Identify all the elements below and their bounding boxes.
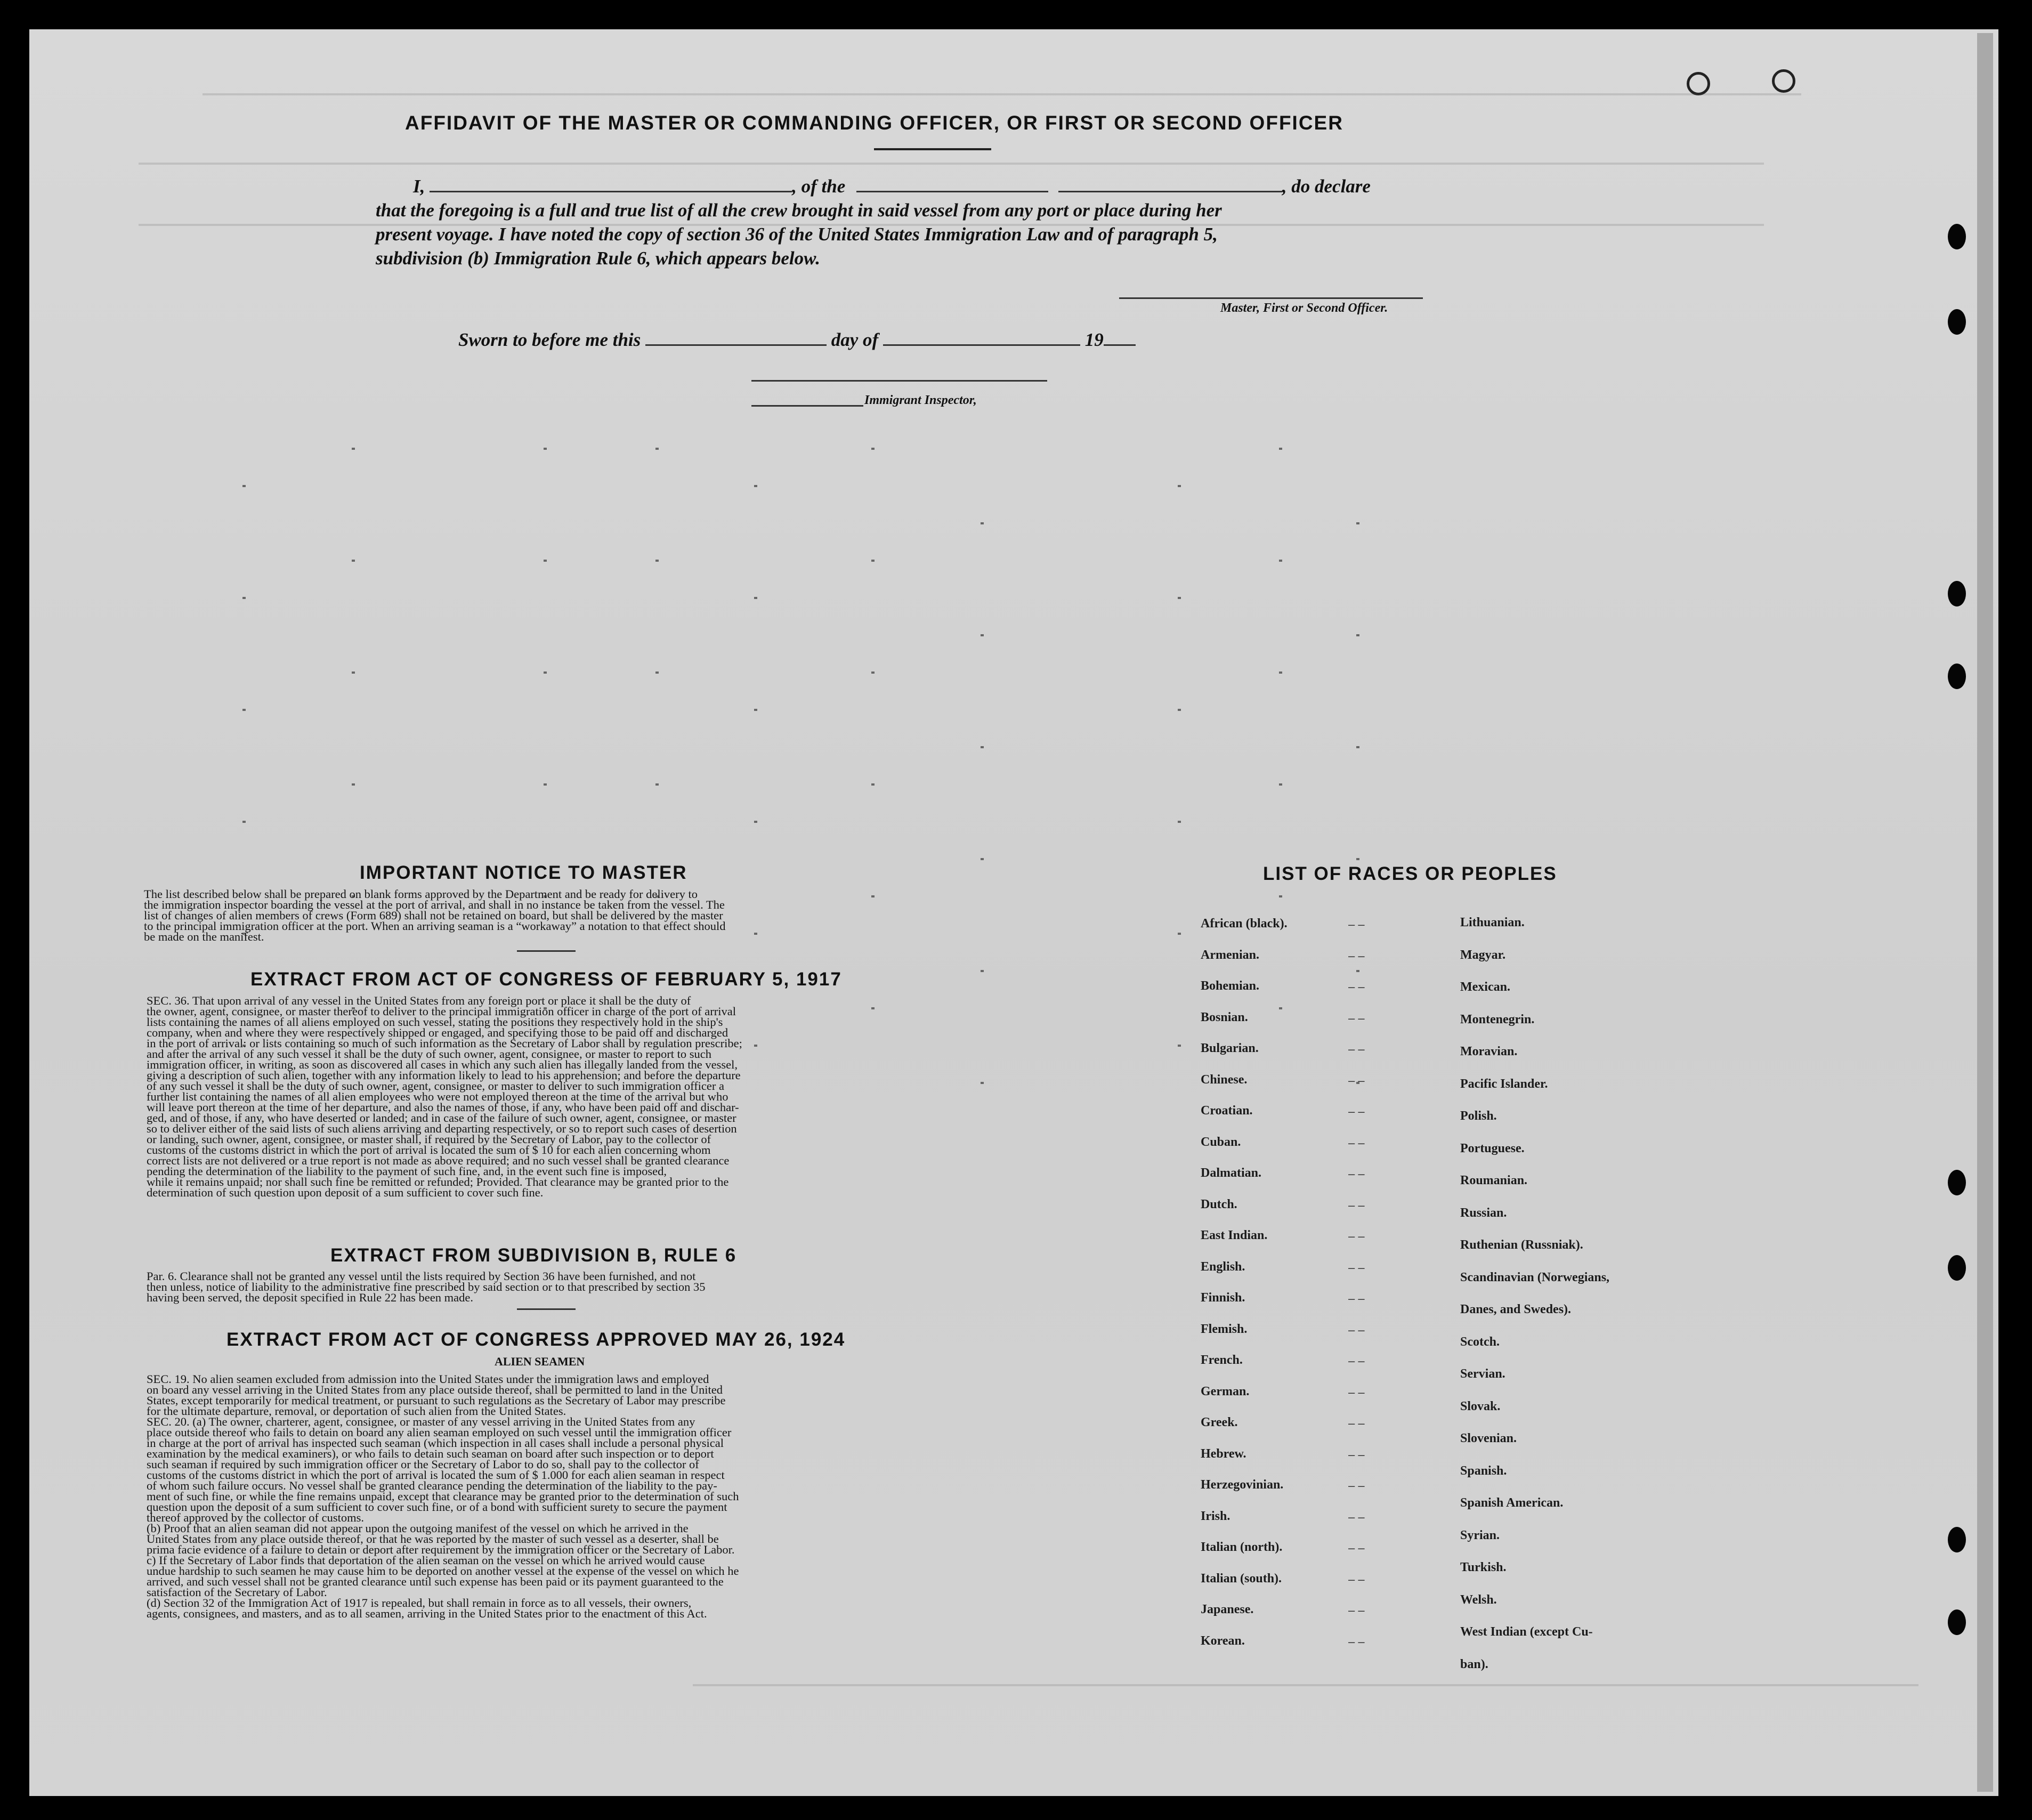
faint-dot [1356, 522, 1359, 524]
binder-hole [1948, 1609, 1966, 1635]
text-line: pending the determination of the liability to the payment of such fine, and, in the event such fine is imposed, [147, 1164, 667, 1178]
affidavit-title: AFFIDAVIT OF THE MASTER OR COMMANDING OFFICER, OR FIRST OR SECOND OFFICER [405, 112, 1343, 134]
faint-dot [655, 448, 659, 450]
race-item: Scandinavian (Norwegians, [1460, 1270, 1610, 1284]
faint-dot [544, 783, 547, 786]
faint-dot [1178, 933, 1181, 935]
sworn-year-blank[interactable] [1104, 329, 1136, 346]
text-line: in the port of arrival: or lists containing so much of such information as the Secretary of Labor shall by regulation prescribe; [147, 1037, 742, 1050]
faint-dot [1279, 560, 1282, 562]
leader-dash: – – [1348, 1229, 1365, 1243]
faint-dot [1356, 746, 1359, 748]
notice-title: IMPORTANT NOTICE TO MASTER [360, 862, 687, 883]
faint-dot [981, 970, 984, 972]
race-item: Lithuanian. [1460, 916, 1525, 929]
race-item: Cuban. [1201, 1135, 1241, 1149]
separator [517, 1308, 576, 1310]
faint-dot [242, 821, 246, 823]
faint-dot [981, 746, 984, 748]
text-line: giving a description of such alien, together with any information likely to lead to his apprehension; and before the departure [147, 1069, 741, 1082]
leader-dash: – – [1348, 1541, 1365, 1555]
faint-dot [1279, 672, 1282, 674]
race-item: Servian. [1460, 1367, 1505, 1381]
faint-dot [871, 783, 875, 786]
faint-dot [754, 709, 757, 711]
declaration-line-4: subdivision (b) Immigration Rule 6, which appears below. [376, 248, 820, 269]
text-line: arrived, and such vessel shall not be granted clearance until such expense has been paid or its payment guaranteed to the [147, 1575, 724, 1588]
binder-hole [1948, 1527, 1966, 1552]
faint-dot [1279, 448, 1282, 450]
race-item: Spanish American. [1460, 1496, 1564, 1510]
faint-dot [981, 634, 984, 636]
race-item: Dutch. [1201, 1197, 1237, 1211]
race-item: Pacific Islander. [1460, 1077, 1548, 1091]
act-1917-title: EXTRACT FROM ACT OF CONGRESS OF FEBRUARY 5, 1917 [250, 969, 842, 990]
binder-hole [1772, 69, 1795, 93]
text-line: c) If the Secretary of Labor finds that deportation of the alien seaman on the vessel on which he arrived would cause [147, 1554, 705, 1567]
race-item: English. [1201, 1259, 1245, 1274]
leader-dash: – – [1348, 1323, 1365, 1337]
declaration-i: I, [413, 176, 425, 197]
act-1924-subtitle: ALIEN SEAMEN [495, 1355, 585, 1368]
race-item: Portuguese. [1460, 1141, 1525, 1155]
race-item: French. [1201, 1353, 1243, 1367]
text-line: so to deliver either of the said lists of such aliens arriving and departing respectively, or so to report such cases of desertion [147, 1122, 737, 1135]
race-item: Finnish. [1201, 1291, 1245, 1305]
name-blank[interactable] [430, 176, 792, 192]
text-line: lists containing the names of all aliens employed on such vessel, stating the positions they respectively hold in the ship's [147, 1015, 723, 1029]
race-item: ban). [1460, 1657, 1488, 1671]
faint-dot [352, 560, 355, 562]
text-line: ged, and of those, if any, who have deserted or landed; and in case of the failure of such owner, agent, consignee, or master [147, 1111, 736, 1125]
faint-dot [871, 448, 875, 450]
text-line: then unless, notice of liability to the administrative fine prescribed by said section or to that prescribed by section 35 [147, 1280, 706, 1293]
inspector-short-line [751, 405, 863, 407]
leader-dash: – – [1348, 1260, 1365, 1274]
race-item: Polish. [1460, 1109, 1497, 1123]
race-item: Croatian. [1201, 1104, 1253, 1118]
leader-dash: – – [1348, 918, 1365, 931]
race-item: Danes, and Swedes). [1460, 1303, 1572, 1316]
faint-dot [655, 783, 659, 786]
leader-dash: – – [1348, 1510, 1365, 1524]
binder-hole [1948, 1170, 1966, 1195]
race-item: Dalmatian. [1201, 1166, 1261, 1180]
text-line: to the principal immigration officer at the port. When an arriving seaman is a “workaway” a notation to that effect should [144, 919, 726, 933]
leader-dash: – – [1348, 1604, 1365, 1617]
race-item: Bohemian. [1201, 979, 1260, 993]
sworn-year: 19 [1084, 329, 1104, 350]
separator [517, 950, 576, 952]
text-line: satisfaction of the Secretary of Labor. [147, 1586, 327, 1599]
text-line: in charge at the port of arrival has inspected such seaman (which inspection in all cases shall include a personal physical [147, 1436, 724, 1450]
text-line: The list described below shall be prepared on blank forms approved by the Department and be ready for delivery to [144, 887, 698, 901]
rule-6-body [147, 1271, 943, 1303]
faint-dot [1178, 1045, 1181, 1047]
leader-dash: – – [1348, 1292, 1365, 1305]
text-line: be made on the manifest. [144, 930, 264, 943]
race-item: Scotch. [1460, 1334, 1500, 1349]
race-item: Welsh. [1460, 1592, 1497, 1607]
leader-dash: – – [1348, 1479, 1365, 1492]
text-line: place outside thereof who fails to detain on board any alien seaman employed on such vessel until the immigration officer [147, 1426, 732, 1439]
race-item: Magyar. [1460, 948, 1506, 962]
race-item: African (black). [1201, 917, 1288, 931]
leader-dash: – – [1348, 1167, 1365, 1180]
text-line: examination by the medical examiners), or who fails to detain such seaman on board after such inspection or to deport [147, 1447, 714, 1460]
faint-dot [655, 560, 659, 562]
rule-6-title: EXTRACT FROM SUBDIVISION B, RULE 6 [330, 1245, 737, 1266]
text-line: company, when and where they were respectively shipped or engaged, and specifying those to be paid off and discharged [147, 1026, 728, 1039]
faint-dot [1356, 970, 1359, 972]
text-line: Par. 6. Clearance shall not be granted any vessel until the lists required by Section 36 have been furnished, and not [147, 1269, 696, 1283]
faint-dot [1178, 709, 1181, 711]
race-item: Syrian. [1460, 1528, 1500, 1542]
text-line: ment of such fine, or while the fine remains unpaid, except that clearance may be granted prior to the determination of such [147, 1490, 739, 1503]
text-line: prima facie evidence of a failure to detain or deport after requirement by the immigration officer or the Secretary of Labor. [147, 1543, 735, 1556]
text-line: on board any vessel arriving in the United States from any place outside thereof, shall be permitted to land in the United [147, 1383, 723, 1396]
binder-hole [1948, 581, 1966, 606]
leader-dash: – – [1348, 949, 1365, 962]
faint-dot [754, 485, 757, 487]
text-line: agents, consignees, and masters, and as to all seamen, arriving in the United States prior to the enactment of this Act. [147, 1607, 707, 1620]
leader-dash: – – [1348, 1011, 1365, 1025]
faint-dot [1356, 858, 1359, 860]
text-line: SEC. 19. No alien seamen excluded from admission into the United States under the immigration laws and employed [147, 1372, 709, 1386]
inspector-label: Immigrant Inspector, [864, 393, 977, 407]
text-line: (b) Proof that an alien seaman did not appear upon the outgoing manifest of the vessel on which he arrived in the [147, 1522, 689, 1535]
leader-dash: – – [1348, 1136, 1365, 1150]
page-edge-tab [1977, 33, 1993, 1792]
faint-dot [242, 597, 246, 599]
text-line: of whom such failure occurs. No vessel shall be granted clearance pending the determination of the liability to the pay- [147, 1479, 717, 1492]
race-item: West Indian (except Cu- [1460, 1625, 1593, 1639]
faint-dot [1279, 783, 1282, 786]
sworn-line [458, 329, 1136, 351]
race-item: Montenegrin. [1460, 1012, 1535, 1026]
text-line: determination of such question upon deposit of a sum sufficient to cover such fine. [147, 1186, 544, 1199]
race-item: Italian (north). [1201, 1540, 1283, 1554]
faint-dot [1356, 634, 1359, 636]
sworn-day-blank[interactable] [645, 329, 827, 346]
binder-hole [1948, 309, 1966, 335]
master-signature-label: Master, First or Second Officer. [1220, 301, 1388, 315]
leader-dash: – – [1348, 1447, 1365, 1461]
declaration-end: , do declare [1282, 176, 1371, 197]
leader-dash: – – [1348, 1354, 1365, 1368]
text-line: customs of the customs district in which the port of arrival is located the sum of $ 10 for each alien concerning whom [147, 1143, 711, 1156]
race-item: Irish. [1201, 1509, 1230, 1523]
faint-dot [544, 672, 547, 674]
race-item: Moravian. [1460, 1045, 1518, 1058]
text-line: the immigration inspector boarding the vessel at the port of arrival, and shall in no instance be taken from the vessel. The [144, 898, 725, 911]
sworn-month-blank[interactable] [883, 329, 1080, 346]
faint-dot [754, 597, 757, 599]
leader-dash: – – [1348, 1105, 1365, 1118]
text-line: for the ultimate departure, removal, or deportation of such alien from the United States. [147, 1404, 566, 1418]
race-item: Japanese. [1201, 1603, 1254, 1616]
declaration-line-2: that the foregoing is a full and true list of all the crew brought in said vessel from any port or place during her [376, 200, 1222, 221]
race-item: Korean. [1201, 1633, 1245, 1648]
text-line: the owner, agent, consignee, or master thereof to deliver to the principal immigration officer in charge of the port of arrival [147, 1005, 736, 1018]
race-item: Roumanian. [1460, 1174, 1528, 1187]
act-1924-title: EXTRACT FROM ACT OF CONGRESS APPROVED MAY 26, 1924 [226, 1329, 846, 1350]
inspector-signature-line[interactable] [751, 380, 1047, 382]
binder-hole [1687, 72, 1710, 95]
faint-dot [1178, 821, 1181, 823]
binder-hole [1948, 664, 1966, 689]
text-line: customs of the customs district in which the port of arrival is located the sum of $ 1.000 for each alien seaman in respect [147, 1468, 725, 1482]
race-item: Armenian. [1201, 948, 1259, 962]
text-line: list of changes of alien members of crews (Form 689) shall not be retained on board, but shall be delivered by the master [144, 909, 723, 922]
faint-dot [1279, 1007, 1282, 1009]
faint-dot [754, 821, 757, 823]
text-line: of any such vessel it shall be the duty of such owner, agent, consignee, or master to deliver to such immigration officer a [147, 1079, 725, 1093]
declaration-line-3: present voyage. I have noted the copy of section 36 of the United States Immigration Law and of paragraph 5, [376, 224, 1218, 245]
faint-dot [242, 709, 246, 711]
text-line: SEC. 36. That upon arrival of any vessel in the United States from any foreign port or place it shall be the duty of [147, 994, 691, 1007]
text-line: or landing, such owner, agent, consignee, or master shall, if required by the Secretary of Labor, pay to the collector of [147, 1133, 711, 1146]
text-line: while it remains unpaid; nor shall such fine be remitted or refunded; Provided. That clearance may be granted prior to the [147, 1175, 729, 1188]
vessel-blank[interactable] [1058, 176, 1282, 192]
text-line: will leave port thereon at the time of her departure, and also the names of those, if any, who have been paid off and dischar- [147, 1101, 739, 1114]
leader-dash: – – [1348, 1073, 1365, 1087]
text-line: further list containing the names of all alien employees who were not employed thereon at the time of the arrival but who [147, 1090, 728, 1103]
race-item: Turkish. [1460, 1560, 1507, 1574]
faint-dot [1178, 597, 1181, 599]
text-line: SEC. 20. (a) The owner, charterer, agent, consignee, or master of any vessel arriving in the United States from any [147, 1415, 695, 1428]
leader-dash: – – [1348, 980, 1365, 993]
race-item: East Indian. [1201, 1228, 1268, 1242]
declaration-line-1 [413, 176, 1371, 197]
text-line: undue hardship to such seamen he may cause him to be deported on another vessel at the expense of the vessel on which he [147, 1564, 739, 1578]
leader-dash: – – [1348, 1198, 1365, 1212]
race-item: Flemish. [1201, 1322, 1248, 1336]
race-item: German. [1201, 1384, 1250, 1398]
text-line: having been served, the deposit specified in Rule 22 has been made. [147, 1291, 473, 1304]
position-blank[interactable] [856, 176, 1048, 192]
act-1924-body [147, 1374, 946, 1619]
faint-dot [981, 1082, 984, 1084]
faint-dot [655, 672, 659, 674]
binder-hole [1948, 224, 1966, 249]
text-line: United States from any place outside thereof, or that he was reported by the master of such vessel as a deserter, shall be [147, 1532, 719, 1546]
race-item: Greek. [1201, 1415, 1238, 1429]
faint-dot [544, 560, 547, 562]
race-item: Herzegovinian. [1201, 1478, 1284, 1492]
faint-dot [871, 672, 875, 674]
faint-dot [242, 485, 246, 487]
faint-dot [352, 672, 355, 674]
race-item: Italian (south). [1201, 1571, 1282, 1586]
races-title: LIST OF RACES OR PEOPLES [1263, 863, 1557, 884]
faint-dot [544, 448, 547, 450]
race-item: Mexican. [1460, 980, 1510, 994]
faint-dot [981, 858, 984, 860]
race-item: Spanish. [1460, 1463, 1507, 1478]
race-item: Bulgarian. [1201, 1041, 1259, 1055]
sworn-text: Sworn to before me this [458, 329, 641, 350]
binder-hole [1948, 1255, 1966, 1281]
text-line: correct lists are not delivered or a true report is not made as above required; and no such vessel shall be granted clearance [147, 1154, 730, 1167]
race-item: Chinese. [1201, 1072, 1248, 1087]
race-item: Slovak. [1460, 1399, 1501, 1413]
faint-dot [981, 522, 984, 524]
race-item: Russian. [1460, 1206, 1507, 1220]
faint-dot [871, 560, 875, 562]
leader-dash: – – [1348, 1635, 1365, 1648]
text-line: question upon the deposit of a sum sufficient to cover such fine, or of a bond with sufficient surety to secure the payment [147, 1500, 727, 1514]
leader-dash: – – [1348, 1385, 1365, 1399]
text-line: (d) Section 32 of the Immigration Act of 1917 is repealed, but shall remain in force as to all vessels, their owners, [147, 1596, 692, 1609]
sworn-day-of: day of [831, 329, 879, 350]
faint-dot [352, 783, 355, 786]
faint-dot [1178, 485, 1181, 487]
master-signature-line[interactable] [1119, 297, 1423, 299]
race-item: Ruthenian (Russniak). [1460, 1238, 1583, 1252]
leader-dash: – – [1348, 1042, 1365, 1056]
text-line: immigration officer, in writing, as soon as discovered all cases in which any such alien has illegally landed from the vessel, [147, 1058, 738, 1071]
faint-dot [1279, 895, 1282, 897]
race-item: Hebrew. [1201, 1446, 1246, 1461]
act-1917-body [147, 996, 943, 1198]
faint-dot [352, 448, 355, 450]
title-underline [874, 148, 991, 150]
leader-dash: – – [1348, 1572, 1365, 1586]
race-item: Bosnian. [1201, 1010, 1248, 1024]
notice-body [144, 889, 941, 942]
race-item: Slovenian. [1460, 1431, 1517, 1445]
declaration-of: , of the [792, 176, 846, 197]
leader-dash: – – [1348, 1417, 1365, 1430]
text-line: thereof approved by the collector of customs. [147, 1511, 364, 1524]
text-line: and after the arrival of any such vessel it shall be the duty of such owner, agent, consignee, or master to report to such [147, 1047, 712, 1061]
text-line: States, except temporarily for medical treatment, or pursuant to such regulations as the Secretary of Labor may prescribe [147, 1394, 726, 1407]
text-line: such seaman if required by such immigration officer or the Secretary of Labor to do so, shall pay to the collector of [147, 1458, 699, 1471]
